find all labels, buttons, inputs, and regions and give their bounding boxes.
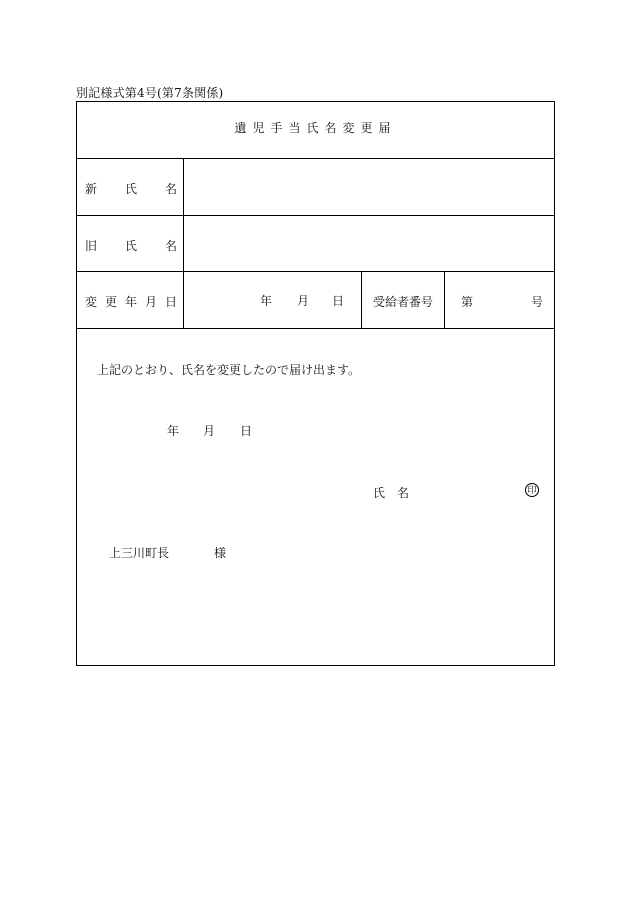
recipient-number-label: 受給者番号 [373, 295, 434, 309]
honorific: 様 [214, 546, 227, 560]
date-year-unit: 年 [260, 294, 273, 308]
submission-year-unit: 年 [167, 424, 180, 438]
new-name-field[interactable] [184, 159, 555, 214]
date-month-unit: 月 [297, 294, 310, 308]
change-date-label-char: 年 [124, 295, 137, 309]
old-name-field[interactable] [184, 216, 555, 270]
signature-label-char: 名 [397, 486, 410, 500]
change-date-label-char: 月 [144, 295, 157, 309]
form-caption: 別記様式第4号(第7条関係) [76, 86, 224, 100]
old-name-label-char: 氏 [124, 239, 137, 253]
addressee: 上三川町長 [109, 546, 170, 560]
name-change-form [76, 101, 555, 666]
signature-label-char: 氏 [373, 486, 386, 500]
change-date-label-char: 更 [104, 295, 117, 309]
new-name-label [85, 180, 177, 197]
seal-mark-icon: 印 [525, 483, 539, 497]
change-date-field[interactable] [184, 272, 361, 328]
change-date-label-char: 日 [164, 295, 177, 309]
date-day-unit: 日 [332, 294, 345, 308]
new-name-label-char: 氏 [124, 182, 137, 196]
change-date-label [85, 293, 177, 310]
submission-day-unit: 日 [240, 424, 253, 438]
form-title: 遺児手当氏名変更届 [234, 121, 397, 135]
change-date-label-char: 変 [85, 295, 98, 309]
signature-name-field[interactable] [417, 476, 521, 502]
old-name-label [85, 237, 177, 254]
old-name-label-char: 名 [164, 239, 177, 253]
submission-month-unit: 月 [203, 424, 216, 438]
statement-text: 上記のとおり、氏名を変更したので届け出ます。 [97, 363, 361, 377]
date-column-divider [361, 271, 362, 328]
new-name-label-char: 新 [85, 182, 98, 196]
number-suffix: 号 [531, 295, 544, 309]
row-divider [77, 328, 554, 329]
number-prefix: 第 [461, 295, 474, 309]
old-name-label-char: 旧 [85, 239, 98, 253]
new-name-label-char: 名 [164, 182, 177, 196]
